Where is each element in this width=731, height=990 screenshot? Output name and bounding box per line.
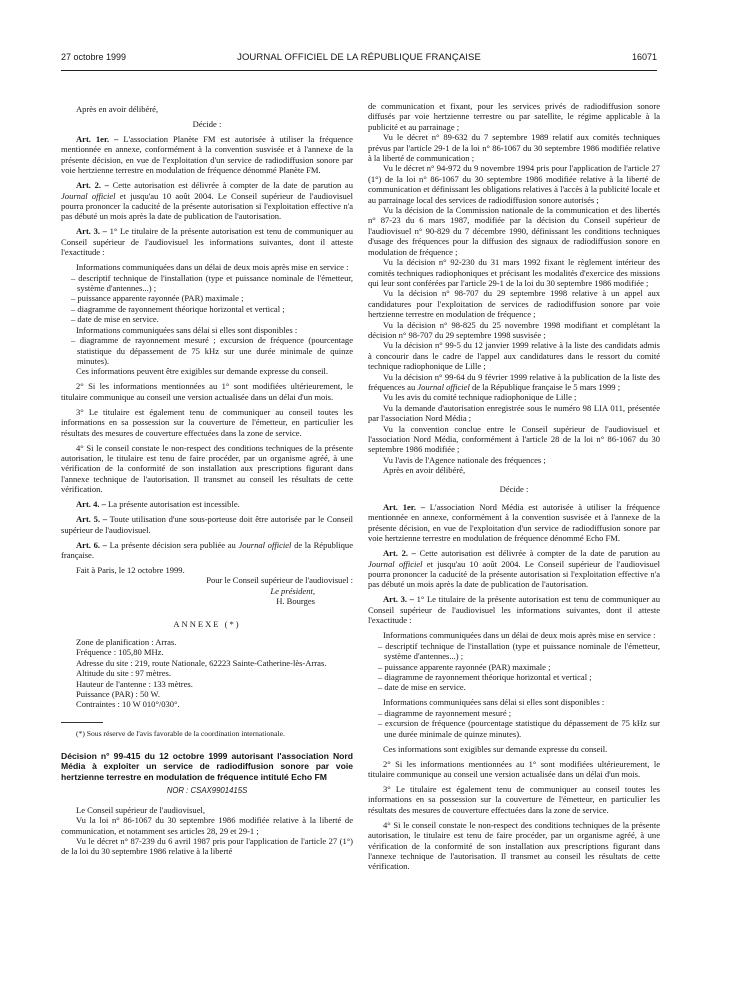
annex-line: Hauteur de l'antenne : 133 mètres. [76, 678, 193, 689]
paragraph: Vu la décision n° 98-707 du 29 septembre 1998 relative à un appel aux candidatures pour l'exploitation de services de radiodiffusion sonore par voie hertzienne terrestre en modulation de fréquence ; [368, 288, 660, 320]
journal-ref: Journal officiel [417, 381, 470, 392]
article-4 [61, 499, 353, 509]
article-5 [61, 514, 353, 535]
paragraph: Ces informations sont exigibles sur demande expresse du conseil. [383, 743, 608, 754]
journal-ref: Journal officiel [61, 190, 116, 201]
paragraph: 4° Si le conseil constate le non-respect des conditions techniques de la présente autorisation, le titulaire est tenu de faire procéder, par un organisme agréé, à une vérification de la conformité de son installation aux prescriptions figurant dans l'annexe technique de l'autorisation. Il transmet au conseil les résultats de cette vérification. [61, 442, 353, 495]
list-item: – puissance apparente rayonnée (PAR) maximale ; [71, 293, 244, 304]
paragraph: Ces informations peuvent être exigibles sur demande expresse du conseil. [76, 366, 329, 377]
paragraph: Vu le décret n° 89-632 du 7 septembre 1989 relatif aux comités techniques prévus par l'article 29-1 de la loi n° 86-1067 du 30 septembre 1986 modifiée relative à la liberté de communication ; [368, 132, 660, 164]
paragraph: Vu les avis du comité technique radiophonique de Lille ; [383, 392, 577, 403]
list-item: – descriptif technique de l'installation (type et puissance nominale de l'émetteur, système d'antennes...) ; [378, 640, 660, 662]
article-label: Art. 4. – [76, 499, 106, 510]
list-item: – puissance apparente rayonnée (PAR) maximale ; [378, 661, 551, 672]
article-text: L'association Planète FM est autorisée à utiliser la fréquence mentionnée en annexe, conformément à la convention susvisée et à l'annexe de la présente décision, en vue de l'exploitation d'un service de radiodiffusion sonore par voie hertzienne terrestre en modulation de fréquence dénommé Planète FM. [61, 134, 353, 176]
paragraph: Informations communiquées dans un délai de deux mois après mise en service : [76, 262, 349, 273]
annex-line: Fréquence : 105,80 MHz. [76, 647, 164, 658]
article-text: L'association Nord Média est autorisée à utiliser la fréquence mentionnée en annexe, conformément à la convention susvisée et à l'annexe de la présente décision, en vue de l'exploitation d'un service de radiodiffusion sonore par voie hertzienne terrestre en modulation de fréquence dénommé Echo FM. [368, 502, 660, 544]
paragraph: Vu la décision n° 98-825 du 25 novembre 1998 modifiant et complétant la décision n° 98-707 du 29 septembre 1998 susvisée ; [368, 319, 660, 340]
article-label: Art. 2. – [383, 548, 416, 559]
paragraph: 2° Si les informations mentionnées au 1° sont modifiées ultérieurement, le titulaire communique au conseil une version actualisée dans un délai d'un mois. [61, 381, 353, 402]
decision-title: Décision n° 99-415 du 12 octobre 1999 autorisant l'association Nord Média à exploiter un service de radiodiffusion sonore par voie hertzienne terrestre en modulation de fréquence intitulé Echo FM [61, 751, 353, 782]
signatory-body: Pour le Conseil supérieur de l'audiovisuel : [206, 575, 353, 586]
paragraph: Vu la décision n° 99-5 du 12 janvier 1999 relative à la liste des candidats admis à concourir dans le cadre de l'appel aux candidatures dans le ressort du comité technique radiophonique de Lille ; [368, 340, 660, 372]
article-label: Art. 5. – [76, 514, 108, 525]
annex-title: ANNEXE (*) [173, 618, 241, 629]
header-rule [61, 70, 657, 71]
article-1 [61, 134, 353, 176]
article-2 [368, 548, 660, 590]
article-text: Cette autorisation est délivrée à compter de la date de parution au [415, 548, 661, 559]
decide: Décide : [499, 483, 529, 494]
nor-reference: NOR : CSAX9901415S [166, 786, 248, 796]
signatory-role: Le président, [270, 585, 315, 596]
article-text: 1° Le titulaire de la présente autorisation est tenu de communiquer au Conseil supérieur de l'audiovisuel les informations suivantes, dont il atteste l'exactitude : [61, 226, 353, 258]
paragraph: Après en avoir délibéré, [383, 465, 466, 476]
paragraph: Informations communiquées dans un délai de deux mois après mise en service : [383, 630, 656, 641]
signatory-name: H. Bourges [276, 596, 315, 607]
article-text: La présente autorisation est incessible. [105, 499, 240, 510]
list-item: – date de mise en service. [378, 682, 466, 693]
annex-line: Zone de planification : Arras. [76, 637, 177, 647]
journal-title: JOURNAL OFFICIEL DE LA RÉPUBLIQUE FRANÇAISE [237, 52, 481, 63]
journal-ref: Journal officiel [238, 539, 292, 550]
paragraph: Vu la décision n° 92-230 du 31 mars 1992 fixant le règlement intérieur des comités techniques radiophoniques et précisant les modalités d'exercice des missions qui leur sont conférées par l'article 29-1 de la loi du 30 septembre 1986 modifiée ; [368, 257, 660, 288]
footnote: (*) Sous réserve de l'avis favorable de la coordination internationale. [76, 728, 285, 738]
article-text: et jusqu'au 10 août 2004. Le Conseil supérieur de l'audiovisuel pourra prononcer la caducité de la présente autorisation si l'exploitation effective n'a pas débuté un mois après la date de publication de l'autorisation. [368, 558, 660, 590]
article-text: 1° Le titulaire de la présente autorisation est tenu de communiquer au Conseil supérieur de l'audiovisuel les informations suivantes, dont il atteste l'exactitude : [368, 594, 660, 626]
decide: Décide : [192, 119, 222, 129]
page-number: 16071 [631, 52, 657, 62]
paragraph: Vu le décret n° 87-239 du 6 avril 1987 pris pour l'application de l'article 27 (1°) de la loi du 30 septembre 1986 relative à la liberté [61, 836, 353, 857]
article-label: Art. 3. – [76, 226, 107, 237]
article-label: Art. 2. – [76, 180, 109, 191]
article-label: Art. 6. – [76, 539, 107, 550]
list-item: – diagramme de rayonnement théorique horizontal et vertical ; [378, 671, 592, 682]
list-item: – descriptif technique de l'installation (type et puissance nominale de l'émetteur, système d'antennes...) ; [71, 272, 353, 294]
paragraph: de communication et fixant, pour les services privés de radiodiffusion sonore diffusés par voie hertzienne terrestre ou par satellite, le régime applicable à la publicité et au parrainage ; [368, 101, 660, 132]
paragraph: Vu la décision de la Commission nationale de la communication et des libertés n° 87-23 du 6 mars 1987, modifiée par la décision du Conseil supérieur de l'audiovisuel n° 90-829 du 7 décembre 1990, définissant les conditions techniques d'usage des fréquences pour la diffusion des signaux de radiodiffusion sonore en modulation de fréquence ; [368, 205, 660, 257]
footnote-rule [61, 722, 103, 723]
paragraph: 3° Le titulaire est également tenu de communiquer au conseil toutes les informations en sa possession sur la couverture de l'émetteur, en particulier les résultats des mesures de couverture effectuées dans la zone de service. [61, 406, 353, 438]
article-label: Art. 3. – [383, 594, 414, 605]
article-3 [368, 594, 660, 625]
article-text: de la République française. [61, 539, 354, 560]
paragraph: Vu l'avis de l'Agence nationale des fréquences ; [383, 454, 546, 465]
page-header [61, 52, 657, 66]
paragraph: Informations communiquées sans délai si elles sont disponibles : [383, 697, 605, 708]
annex-line: Contraintes : 10 W 010°/030°. [76, 699, 180, 710]
left-column [61, 104, 353, 857]
paragraph: 2° Si les informations mentionnées au 1° sont modifiées ultérieurement, le titulaire communique au conseil une version actualisée dans un délai d'un mois. [368, 758, 660, 779]
list-item: – date de mise en service. [71, 314, 159, 325]
annex-line: Adresse du site : 219, route Nationale, 62223 Sainte-Catherine-lès-Arras. [76, 657, 327, 668]
article-6 [61, 540, 353, 561]
journal-ref: Journal officiel [368, 558, 423, 569]
list-item: – diagramme de rayonnement mesuré ; excursion de fréquence (pourcentage statistique du dépassement de 75 kHz sur une durée minimale de quinze minutes). [71, 335, 353, 366]
list-item: – diagramme de rayonnement théorique horizontal et vertical ; [71, 303, 285, 314]
article-text: et jusqu'au 10 août 2004. Le Conseil supérieur de l'audiovisuel pourra prononcer la caducité de la présente autorisation si l'exploitation effective n'a pas débuté un mois après la date de publication de l'autorisation. [61, 190, 353, 222]
article-1 [368, 502, 660, 544]
paragraph: Vu la convention conclue entre le Conseil supérieur de l'audiovisuel et l'association Nord Média, conformément à l'article 28 de la loi n° 86-1067 du 30 septembre 1986 modifiée ; [368, 423, 660, 455]
paragraph [368, 372, 660, 393]
paragraph: 4° Si le conseil constate le non-respect des conditions techniques de la présente autorisation, le titulaire est tenu de faire procéder, par un organisme agréé, à une vérification de la conformité de son installation aux prescriptions figurant dans l'annexe technique de l'autorisation. Il transmet au conseil les résultats de cette vérification. [368, 819, 660, 872]
paragraph: Le Conseil supérieur de l'audiovisuel, [76, 804, 206, 815]
signing-place-date: Fait à Paris, le 12 octobre 1999. [76, 564, 185, 575]
article-text: La présente décision sera publiée au [106, 539, 239, 550]
list-item: – excursion de fréquence (pourcentage statistique du dépassement de 75 kHz sur une durée minimale de quinze minutes). [378, 718, 660, 739]
article-3 [61, 226, 353, 257]
annex-line: Puissance (PAR) : 50 W. [76, 689, 160, 700]
paragraph-text: Vu la décision n° 99-64 du 9 février 1999 relative à la publication de la liste des fréquences au [368, 371, 660, 392]
paragraph: Vu la demande d'autorisation enregistrée sous le numéro 98 LIA 011, présentée par l'association Nord Média ; [368, 402, 660, 424]
article-text: Cette autorisation est délivrée à compter de la date de parution au [108, 180, 354, 191]
paragraph-text: de la République française le 5 mars 1999 ; [469, 381, 621, 392]
article-2 [61, 180, 353, 222]
paragraph: Après en avoir délibéré, [76, 104, 159, 114]
article-label: Art. 1er. – [383, 502, 426, 513]
article-label: Art. 1er. – [76, 134, 119, 144]
paragraph: Vu le décret n° 94-972 du 9 novembre 1994 pris pour l'application de l'article 27 (1°) de la loi n° 86-1067 du 30 septembre 1986 modifiée relative à la liberté de communication et définissant les obligations relatives à l'accès à la publicité locale et au parrainage local des services de radiodiffusion sonore autorisés ; [368, 163, 660, 205]
article-text: Toute utilisation d'une sous-porteuse doit être autorisée par le Conseil supérieur de l'audiovisuel. [61, 514, 354, 535]
paragraph: 3° Le titulaire est également tenu de communiquer au conseil toutes les informations en sa possession sur la couverture de l'émetteur, en particulier les résultats des mesures de couverture effectuées dans la zone de service. [368, 783, 660, 815]
annex-line: Altitude du site : 97 mètres. [76, 668, 171, 679]
issue-date: 27 octobre 1999 [61, 52, 127, 62]
signatory-title [61, 586, 353, 596]
paragraph: Informations communiquées sans délai si elles sont disponibles : [76, 324, 298, 335]
list-item: – diagramme de rayonnement mesuré ; [378, 707, 512, 718]
right-column [368, 101, 660, 872]
paragraph: Vu la loi n° 86-1067 du 30 septembre 1986 modifiée relative à la liberté de communication, et notamment ses articles 28, 29 et 29-1 ; [61, 815, 353, 836]
